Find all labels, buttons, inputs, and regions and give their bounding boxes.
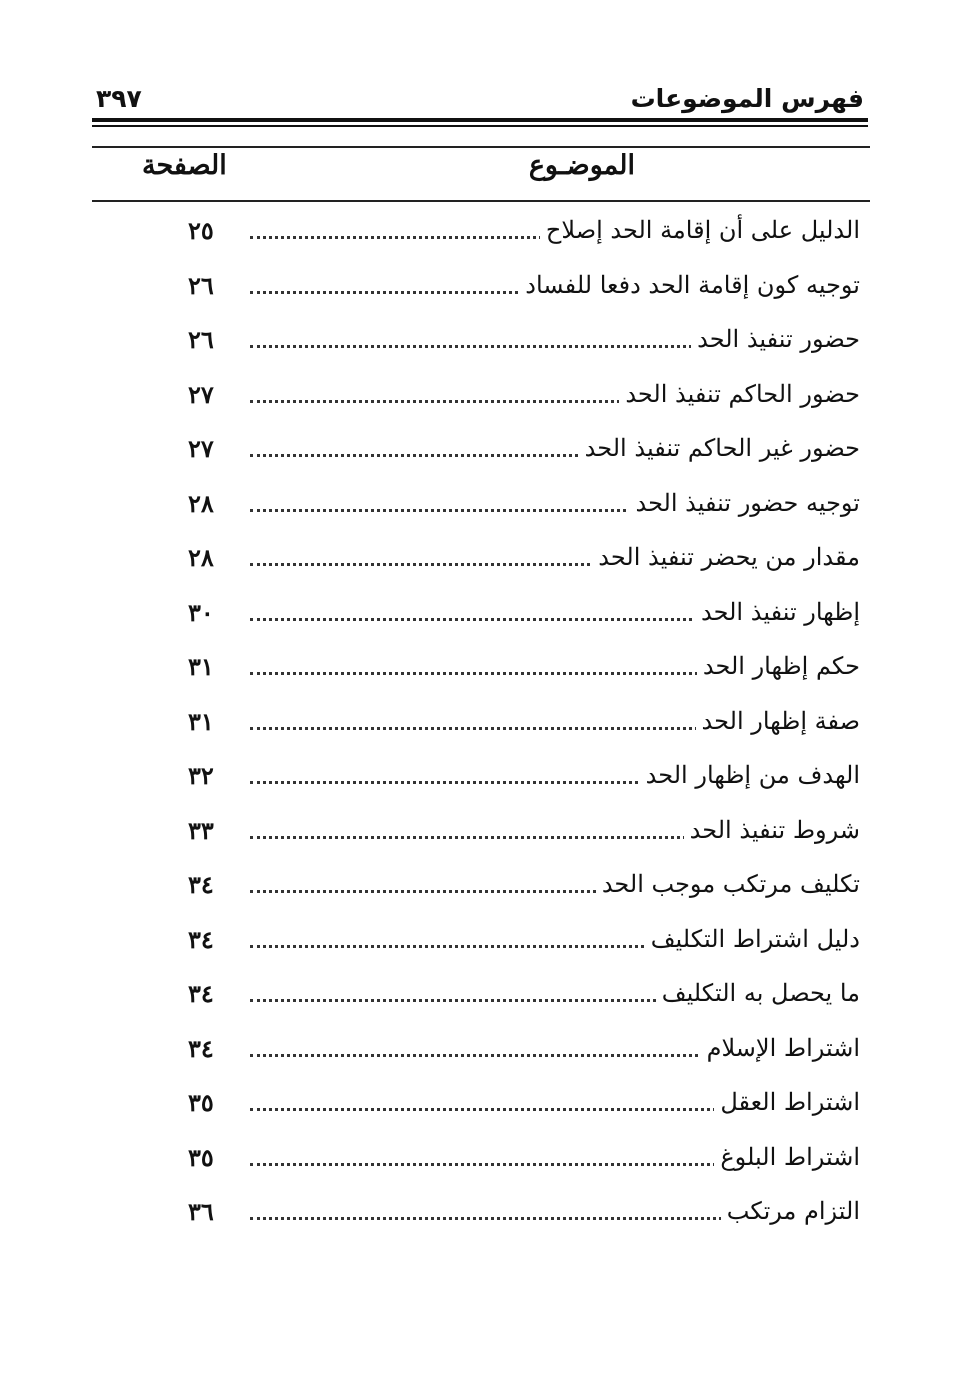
toc-entry-page: ٣٢ bbox=[188, 761, 214, 790]
toc-entry bbox=[140, 263, 860, 318]
toc-entry-title: حضور تنفيذ الحد bbox=[691, 325, 860, 353]
toc-entry bbox=[140, 481, 860, 536]
toc-entry-title: الهدف من إظهار الحد bbox=[640, 761, 860, 789]
toc-entry-page: ٢٨ bbox=[188, 488, 214, 518]
toc-entry-title: حضور غير الحاكم تنفيذ الحد bbox=[579, 434, 860, 462]
toc-entry-title: الدليل على أن إقامة الحد إصلاح bbox=[540, 216, 860, 244]
toc-entry-page: ٣٤ bbox=[188, 1033, 214, 1063]
toc-entry bbox=[140, 1080, 860, 1135]
toc-entry bbox=[140, 1189, 860, 1244]
toc-entry bbox=[140, 699, 860, 754]
column-header-bottom-rule bbox=[92, 200, 870, 202]
toc-entry-title: مقدار من يحضر تنفيذ الحد bbox=[592, 543, 860, 571]
toc-entry-title: تكليف مرتكب موجب الحد bbox=[596, 870, 860, 898]
toc-entry-page: ٣٥ bbox=[188, 1142, 214, 1172]
toc-entry-title: ما يحصل به التكليف bbox=[656, 979, 860, 1007]
toc-entry-page: ٣٣ bbox=[188, 815, 214, 845]
toc-entry-page: ٣٦ bbox=[188, 1197, 214, 1226]
toc-entry bbox=[140, 317, 860, 372]
column-header-page: الصفحة bbox=[142, 150, 227, 181]
toc-entry-title: توجيه كون إقامة الحد دفعا للفساد bbox=[519, 271, 860, 299]
toc-entry-title: اشتراط العقل bbox=[714, 1088, 860, 1116]
toc-entry-page: ٢٦ bbox=[188, 270, 214, 300]
toc-entry-page: ٣١ bbox=[188, 652, 214, 681]
header-rule-thick bbox=[92, 118, 868, 122]
header-rule-thin bbox=[92, 125, 868, 127]
toc-entry bbox=[140, 208, 860, 263]
toc-entry-title: التزام مرتكب bbox=[721, 1197, 860, 1225]
toc-entry-title: دليل اشتراط التكليف bbox=[645, 925, 860, 953]
toc-entry-page: ٢٨ bbox=[188, 543, 214, 572]
toc-entry-page: ٣١ bbox=[188, 706, 214, 736]
toc-entry bbox=[140, 971, 860, 1026]
toc-entry-page: ٣٤ bbox=[188, 924, 214, 954]
toc-entry bbox=[140, 753, 860, 808]
toc-entry-page: ٣٠ bbox=[188, 597, 214, 627]
toc-entry-page: ٢٦ bbox=[188, 325, 214, 354]
page-number: ٣٩٧ bbox=[96, 84, 142, 113]
toc-entry-page: ٢٧ bbox=[188, 434, 214, 463]
toc-entry bbox=[140, 808, 860, 863]
toc-entry bbox=[140, 426, 860, 481]
toc-entry bbox=[140, 535, 860, 590]
toc-entry bbox=[140, 862, 860, 917]
toc-entry-title: حكم إظهار الحد bbox=[697, 652, 860, 680]
toc-entry bbox=[140, 372, 860, 427]
toc-entry bbox=[140, 1135, 860, 1190]
toc-entry-page: ٣٤ bbox=[188, 979, 214, 1008]
toc-entry-page: ٣٥ bbox=[188, 1088, 214, 1117]
toc-entry bbox=[140, 1026, 860, 1081]
running-title: فهرس الموضوعات bbox=[630, 84, 864, 113]
toc-entry-title: اشتراط البلوغ bbox=[714, 1143, 860, 1171]
toc-entry-title: صفة إظهار الحد bbox=[696, 707, 860, 735]
running-header bbox=[92, 82, 868, 116]
toc-entry bbox=[140, 590, 860, 645]
toc-entry-title: حضور الحاكم تنفيذ الحد bbox=[619, 380, 860, 408]
toc-list bbox=[140, 208, 860, 1244]
toc-entry-page: ٢٥ bbox=[188, 216, 214, 245]
toc-entry-title: توجيه حضور تنفيذ الحد bbox=[629, 489, 860, 517]
toc-entry-title: شروط تنفيذ الحد bbox=[684, 816, 860, 844]
toc-entry bbox=[140, 644, 860, 699]
toc-entry-title: اشتراط الإسلام bbox=[701, 1034, 860, 1062]
column-header-topic: الموضـوع bbox=[528, 150, 635, 181]
toc-entry bbox=[140, 917, 860, 972]
toc-entry-title: إظهار تنفيذ الحد bbox=[695, 598, 860, 626]
column-header-top-rule bbox=[92, 146, 870, 148]
toc-entry-page: ٢٧ bbox=[188, 379, 214, 409]
toc-entry-page: ٣٤ bbox=[188, 870, 214, 899]
